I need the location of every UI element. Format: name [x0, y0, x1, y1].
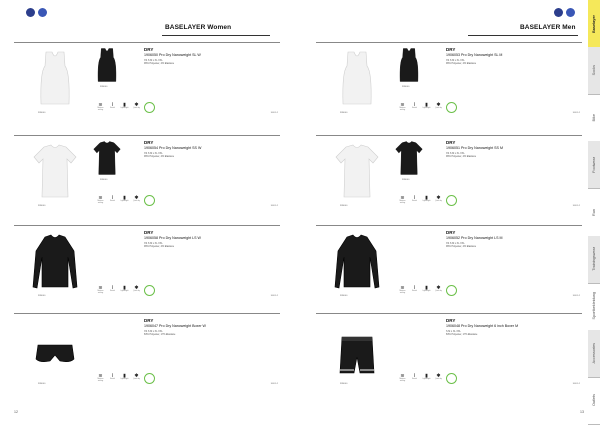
product-image-alt: [394, 139, 424, 177]
feature-icon: [96, 195, 105, 209]
feature-icon: [410, 102, 419, 116]
tab-label: Footwear: [592, 156, 596, 173]
feature-icon: [434, 285, 443, 299]
category-tabs: [588, 0, 600, 424]
feature-glyph: ✱: [436, 373, 441, 379]
alt-color-code: 999000: [100, 86, 108, 88]
product-card: [14, 42, 280, 120]
product-description: XS S M L XL XXL 96% Polyester, 4% Elastane: [144, 59, 175, 66]
feature-glyph: ≋: [400, 285, 405, 291]
feature-label: Lightweight: [422, 201, 431, 202]
product-family: DRY: [144, 230, 154, 235]
page-number: 13: [580, 410, 584, 414]
feature-icons: [398, 285, 457, 299]
product-description: S M L XL XXL 83% Polyester, 17% Elastane: [446, 330, 478, 337]
tab-label: Bike: [592, 114, 596, 122]
product-image: [32, 48, 78, 108]
tab-run[interactable]: [588, 188, 600, 236]
feature-label: Quick dry: [133, 291, 140, 292]
feature-icon: [422, 373, 431, 387]
left-page: [0, 0, 296, 424]
certification-icon: [446, 195, 457, 206]
feature-label: Quick dry: [435, 291, 442, 292]
feature-icon: [108, 195, 117, 209]
tab-baselayer[interactable]: [588, 0, 600, 48]
feature-label: Moisture wicking: [97, 108, 104, 111]
title-rule: [162, 35, 270, 36]
alt-color-code: 999000: [402, 86, 410, 88]
section-title: BASELAYER Women: [165, 24, 232, 31]
product-family: DRY: [144, 140, 154, 145]
feature-glyph: ✱: [436, 195, 441, 201]
color-code: 999000: [340, 205, 348, 207]
feature-label: Quick dry: [133, 379, 140, 380]
feature-glyph: ▮: [425, 373, 428, 379]
certification-icon: [446, 285, 457, 296]
page-reference: 10/01-2: [572, 112, 580, 114]
feature-glyph: ▮: [123, 102, 126, 108]
color-code: 999000: [340, 295, 348, 297]
feature-icon: [398, 102, 407, 116]
product-card: [316, 225, 582, 303]
right-page: [298, 0, 588, 424]
feature-icon: [422, 195, 431, 209]
card-divider: [316, 135, 582, 136]
feature-glyph: ▮: [425, 102, 428, 108]
product-card: [316, 313, 582, 391]
feature-glyph: ⌇: [111, 195, 114, 201]
product-image-alt: [92, 139, 122, 177]
feature-label: Lightweight: [422, 291, 431, 292]
feature-label: Lightweight: [422, 108, 431, 109]
feature-label: Stretch: [109, 379, 116, 380]
certification-icon: [144, 195, 155, 206]
feature-glyph: ▮: [123, 373, 126, 379]
feature-icon: [108, 373, 117, 387]
title-rule: [468, 35, 578, 36]
tab-bike[interactable]: [588, 94, 600, 142]
feature-label: Quick dry: [435, 201, 442, 202]
section-title: BASELAYER Men: [520, 24, 576, 31]
product-name: 1906052 Pro Dry Nanoweight LS M: [446, 236, 503, 240]
feature-label: Moisture wicking: [399, 291, 406, 294]
feature-glyph: ▮: [123, 195, 126, 201]
alt-color-code: 999000: [402, 179, 410, 181]
product-image: [32, 323, 78, 383]
feature-label: Stretch: [411, 291, 418, 292]
feature-icon: [108, 285, 117, 299]
feature-label: Moisture wicking: [399, 379, 406, 382]
feature-icon: [108, 102, 117, 116]
feature-icon: [96, 102, 105, 116]
feature-glyph: ⌇: [111, 102, 114, 108]
feature-icons: [398, 102, 457, 116]
feature-icon: [132, 102, 141, 116]
tab-trainingswear[interactable]: [588, 236, 600, 284]
feature-glyph: ✱: [436, 285, 441, 291]
product-image: [334, 141, 380, 201]
certification-icon: [446, 373, 457, 384]
feature-icon: [410, 285, 419, 299]
product-image: [334, 231, 380, 291]
feature-icons: [398, 195, 457, 209]
product-image-alt: [92, 46, 122, 84]
page-reference: 10/01-2: [270, 383, 278, 385]
brand-logo-secondary: [38, 8, 47, 17]
product-name: 1906054 Pro Dry Nanoweight SS W: [144, 146, 202, 150]
brand-logo: [26, 8, 35, 17]
feature-icons: [96, 195, 155, 209]
product-name: 1906053 Pro Dry Nanoweight SL M: [446, 53, 503, 57]
tab-label: Trainingswear: [592, 247, 596, 271]
feature-glyph: ⌇: [111, 373, 114, 379]
feature-glyph: ✱: [134, 285, 139, 291]
product-description: XS S M L XL XXL 96% Polyester, 4% Elastane: [446, 242, 477, 249]
product-name: 1906058 Pro Dry Nanoweight LS W: [144, 236, 201, 240]
tab-label: Run: [592, 208, 596, 216]
certification-icon: [144, 102, 155, 113]
tab-label: Socks: [592, 65, 596, 76]
product-description: XS S M L XL XXL 96% Polyester, 4% Elastane: [446, 152, 477, 159]
page-reference: 10/01-2: [270, 112, 278, 114]
brand-logo: [554, 8, 563, 17]
product-description: XS S M L XL XXL 96% Polyester, 4% Elastane: [144, 152, 175, 159]
certification-icon: [446, 102, 457, 113]
feature-icon: [132, 285, 141, 299]
tab-accessories[interactable]: [588, 330, 600, 378]
feature-icon: [132, 195, 141, 209]
feature-label: Quick dry: [435, 108, 442, 109]
feature-glyph: ⌇: [413, 195, 416, 201]
product-image-alt: [394, 46, 424, 84]
feature-label: Moisture wicking: [97, 379, 104, 382]
feature-glyph: ⌇: [111, 285, 114, 291]
feature-icon: [120, 373, 129, 387]
feature-glyph: ≋: [400, 373, 405, 379]
feature-label: Moisture wicking: [97, 201, 104, 204]
feature-icons: [398, 373, 457, 387]
page-number: 12: [14, 410, 18, 414]
color-code: 999000: [340, 112, 348, 114]
page-reference: 10/01-2: [270, 295, 278, 297]
product-description: XS S M L XL XXL 96% Polyester, 4% Elastane: [446, 59, 477, 66]
feature-icon: [398, 285, 407, 299]
feature-label: Lightweight: [422, 379, 431, 380]
product-description: XS S M L XL XXL 83% Polyester, 17% Elastane: [144, 330, 176, 337]
feature-icon: [120, 195, 129, 209]
feature-glyph: ▮: [425, 195, 428, 201]
card-divider: [14, 313, 280, 314]
feature-glyph: ✱: [134, 195, 139, 201]
feature-icon: [410, 373, 419, 387]
feature-icon: [120, 285, 129, 299]
product-family: DRY: [446, 318, 456, 323]
card-divider: [14, 225, 280, 226]
color-code: 999000: [38, 205, 46, 207]
product-family: DRY: [144, 318, 154, 323]
alt-color-code: 999000: [100, 179, 108, 181]
product-family: DRY: [446, 47, 456, 52]
color-code: 999000: [38, 295, 46, 297]
brand-logo-secondary: [566, 8, 575, 17]
feature-label: Lightweight: [120, 201, 129, 202]
feature-label: Stretch: [109, 201, 116, 202]
feature-icon: [434, 195, 443, 209]
page-reference: 10/01-2: [270, 205, 278, 207]
color-code: 999000: [38, 112, 46, 114]
certification-icon: [144, 285, 155, 296]
feature-label: Moisture wicking: [399, 108, 406, 111]
product-name: 1906050 Pro Dry Nanoweight SL W: [144, 53, 201, 57]
tab-footwear[interactable]: [588, 141, 600, 189]
tab-label: Baselayer: [592, 14, 596, 33]
color-code: 999000: [340, 383, 348, 385]
card-divider: [14, 135, 280, 136]
feature-label: Stretch: [411, 379, 418, 380]
product-image: [32, 231, 78, 291]
feature-icon: [434, 373, 443, 387]
page-reference: 10/01-2: [572, 383, 580, 385]
feature-icons: [96, 102, 155, 116]
product-card: [316, 42, 582, 120]
tab-socks[interactable]: [588, 47, 600, 95]
certification-icon: [144, 373, 155, 384]
feature-glyph: ≋: [98, 285, 103, 291]
feature-icon: [410, 195, 419, 209]
card-divider: [316, 42, 582, 43]
feature-glyph: ≋: [400, 195, 405, 201]
feature-glyph: ≋: [98, 373, 103, 379]
feature-icon: [398, 195, 407, 209]
feature-glyph: ⌇: [413, 102, 416, 108]
card-divider: [14, 42, 280, 43]
feature-glyph: ≋: [98, 102, 103, 108]
feature-label: Stretch: [109, 108, 116, 109]
product-image: [32, 141, 78, 201]
feature-label: Stretch: [411, 201, 418, 202]
feature-icon: [96, 373, 105, 387]
tab-outlets[interactable]: [588, 377, 600, 425]
feature-label: Stretch: [109, 291, 116, 292]
card-divider: [316, 225, 582, 226]
feature-icons: [96, 285, 155, 299]
product-family: DRY: [144, 47, 154, 52]
product-name: 1906051 Pro Dry Nanoweight SS M: [446, 146, 503, 150]
feature-icon: [422, 285, 431, 299]
feature-icons: [96, 373, 155, 387]
card-divider: [316, 313, 582, 314]
feature-label: Quick dry: [435, 379, 442, 380]
color-code: 999000: [38, 383, 46, 385]
feature-glyph: ▮: [425, 285, 428, 291]
feature-glyph: ⌇: [413, 285, 416, 291]
tab-label: Accessories: [592, 343, 596, 364]
tab-sportbekleidung[interactable]: [588, 283, 600, 331]
feature-label: Quick dry: [133, 108, 140, 109]
feature-icon: [132, 373, 141, 387]
page-reference: 10/01-2: [572, 205, 580, 207]
feature-label: Lightweight: [120, 108, 129, 109]
product-name: 1906047 Pro Dry Nanoweight Boxer W: [144, 324, 206, 328]
product-name: 1906048 Pro Dry Nanoweight 6 inch Boxer M: [446, 324, 519, 328]
feature-label: Moisture wicking: [399, 201, 406, 204]
feature-glyph: ✱: [436, 102, 441, 108]
product-card: [316, 135, 582, 213]
tab-label: Sportbekleidung: [592, 292, 596, 320]
feature-label: Lightweight: [120, 379, 129, 380]
feature-icon: [398, 373, 407, 387]
feature-icon: [422, 102, 431, 116]
product-family: DRY: [446, 140, 456, 145]
feature-label: Stretch: [411, 108, 418, 109]
feature-icon: [434, 102, 443, 116]
feature-glyph: ≋: [98, 195, 103, 201]
feature-label: Lightweight: [120, 291, 129, 292]
product-image: [334, 48, 380, 108]
product-image: [334, 323, 380, 383]
product-card: [14, 225, 280, 303]
tab-label: Outlets: [592, 394, 596, 407]
feature-icon: [120, 102, 129, 116]
product-family: DRY: [446, 230, 456, 235]
feature-glyph: ✱: [134, 373, 139, 379]
page-reference: 10/01-2: [572, 295, 580, 297]
feature-icon: [96, 285, 105, 299]
feature-glyph: ⌇: [413, 373, 416, 379]
feature-glyph: ✱: [134, 102, 139, 108]
feature-label: Quick dry: [133, 201, 140, 202]
product-description: XS S M L XL XXL 96% Polyester, 4% Elastane: [144, 242, 175, 249]
feature-glyph: ≋: [400, 102, 405, 108]
feature-label: Moisture wicking: [97, 291, 104, 294]
product-card: [14, 313, 280, 391]
feature-glyph: ▮: [123, 285, 126, 291]
product-card: [14, 135, 280, 213]
